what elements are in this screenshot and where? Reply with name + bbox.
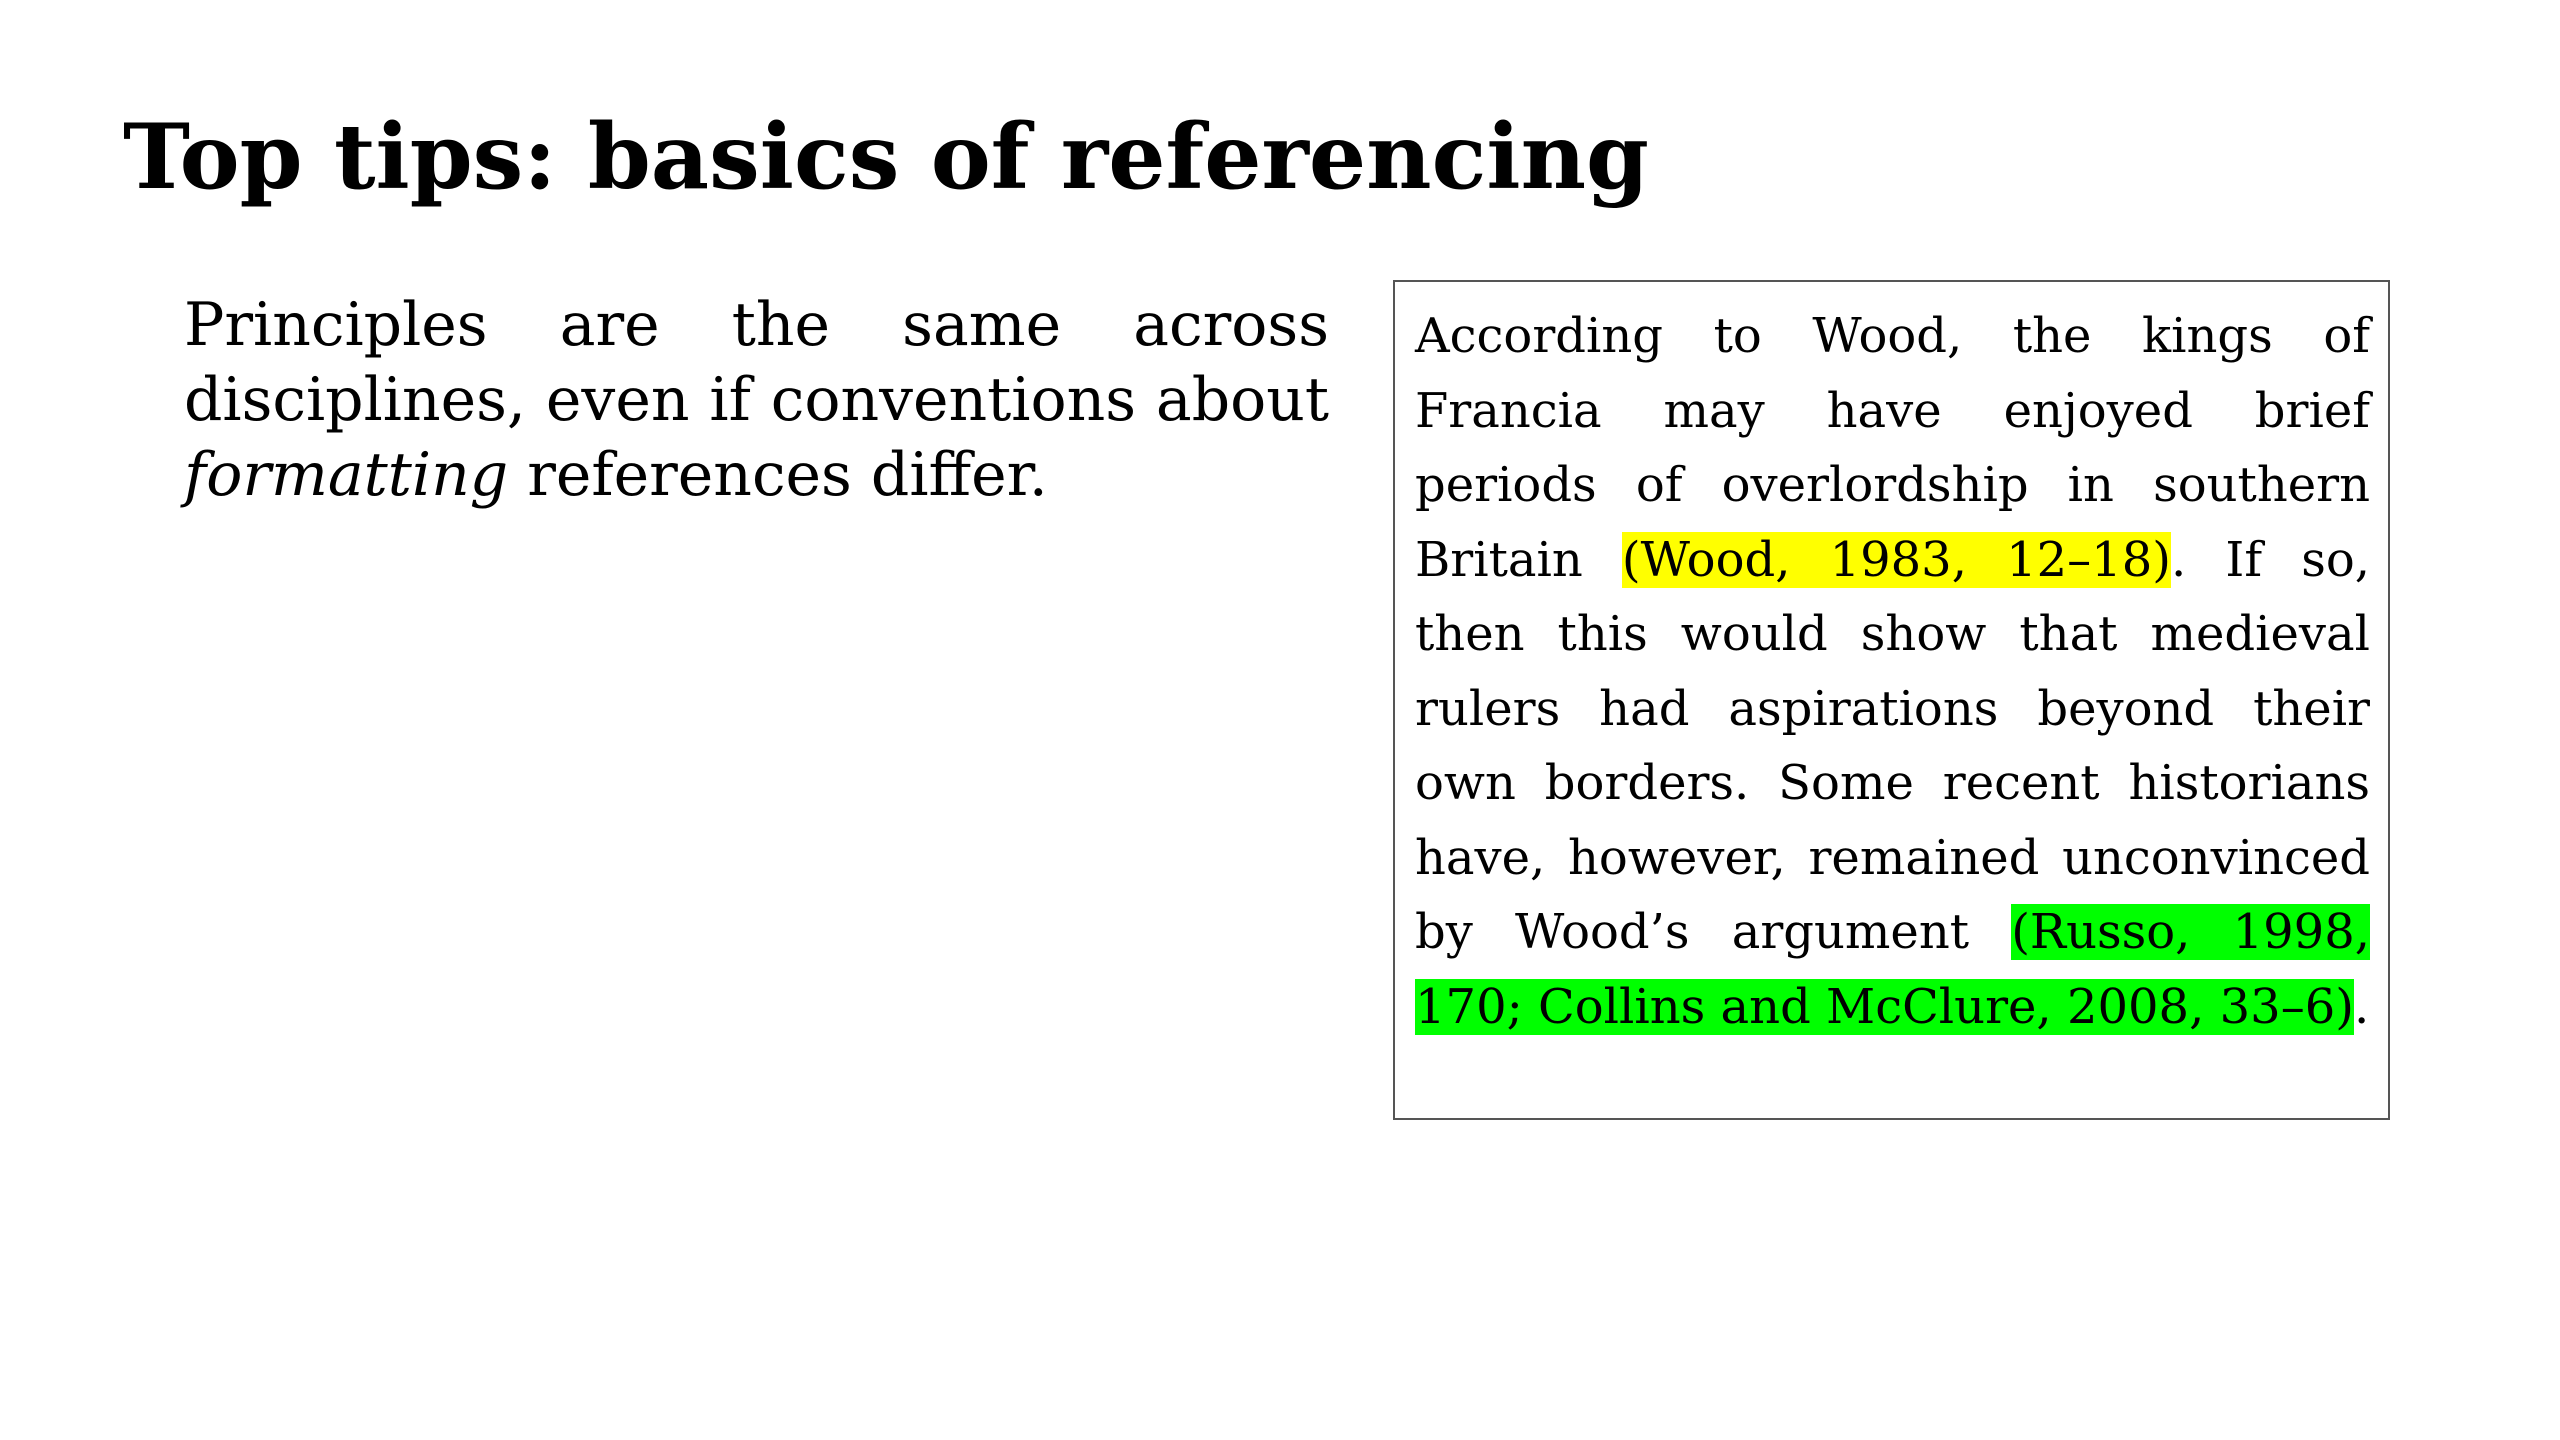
example-text-1: According to Wood, the kings of Francia may have enjoyed brief periods of overlordship in southern Britain — [1415, 308, 2370, 588]
example-text-2: . If so, then this would show that medieval rulers had aspirations beyond their own borders. Some recent historians have, however, remained unconvinced by Wood’s argument — [1415, 531, 2370, 960]
example-text-box — [1393, 280, 2390, 1120]
example-paragraph — [1415, 299, 2370, 1044]
example-text-3: . — [2353, 978, 2370, 1035]
intro-paragraph — [184, 288, 1329, 513]
citation-wood-highlight: (Wood, 1983, 12–18) — [1621, 531, 2171, 588]
intro-emphasis: formatting — [184, 440, 509, 510]
intro-text-part1: Principles are the same across disciplines, even if conventions about — [184, 290, 1329, 435]
citation-russo-collins-highlight: (Russo, 1998, 170; Collins and McClure, 2008, 33–6) — [1415, 904, 2370, 1035]
intro-text-part2: references differ. — [508, 440, 1048, 510]
slide-title: Top tips: basics of referencing — [123, 104, 1649, 210]
